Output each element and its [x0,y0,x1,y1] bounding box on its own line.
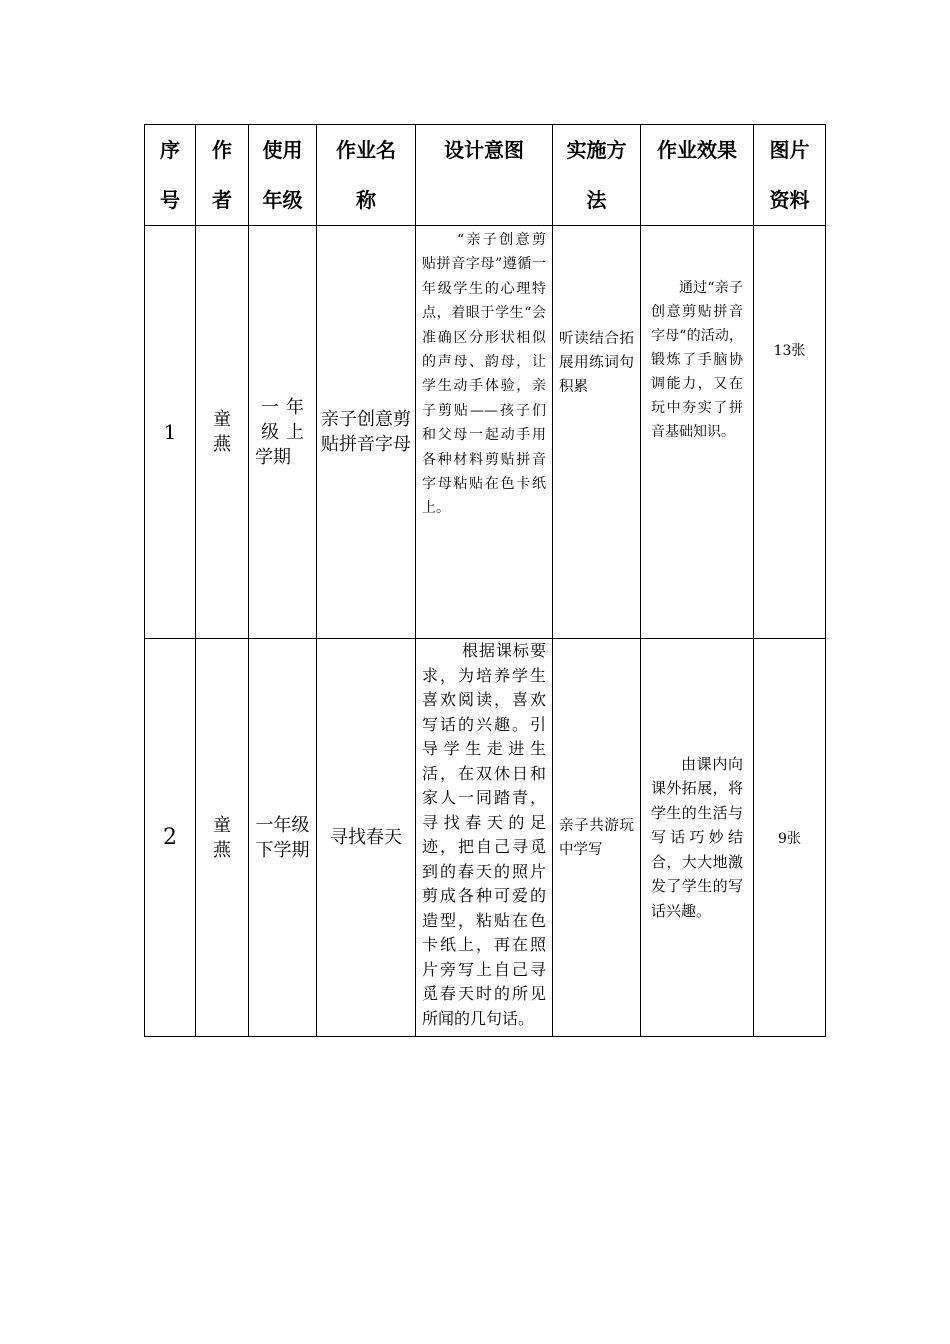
row-design-text: “亲子创意剪贴拼音字母”遵循一年级学生的心理特点，着眼于学生“会准确区分形状相似的声母、韵母，让学生动手体验，亲子剪贴——孩子们和父母一起动手用各种材料剪贴拼音字母粘贴在色卡纸上。 [422,232,546,517]
assignment-table [144,124,826,1037]
row-grade [249,226,317,639]
row-design [416,226,553,639]
row-pictures: 9张 [754,639,826,1037]
header-row [145,125,826,226]
row-effect [641,226,754,639]
row-grade-line2: 级 上 [261,421,304,443]
header-title-line2: 称 [356,188,376,212]
table-row [145,639,826,1037]
header-author [196,125,249,226]
header-design [416,125,553,226]
header-effect [641,125,754,226]
row-title: 寻找春天 [317,639,416,1037]
row-design-text: 根据课标要求，为培养学生喜欢阅读，喜欢写话的兴趣。引导学生走进生活，在双休日和家人一同踏青，寻找春天的足迹，把自己寻觅到的春天的照片剪成各种可爱的造型，粘贴在色卡纸上，再在照片旁写上自己寻觅春天时的所见所闻的几句话。 [422,641,546,1028]
header-pictures [754,125,826,226]
header-author-line1: 作 [212,138,232,162]
row-design [416,639,553,1037]
table-row [145,226,826,639]
row-method: 亲子共游玩中学写 [553,639,641,1037]
row-effect [641,639,754,1037]
header-seq-line1: 序 [160,138,180,162]
header-grade [249,125,317,226]
row-author [196,226,249,639]
row-author-text: 童燕 [213,814,231,861]
row-grade [249,639,317,1037]
row-author [196,639,249,1037]
header-effect-label: 作业效果 [657,138,737,162]
row-seq: 2 [145,639,196,1037]
header-title [317,125,416,226]
row-method: 听读结合拓展用练词句积累 [553,226,641,639]
header-seq-line2: 号 [160,188,180,212]
row-effect-text: 通过“亲子创意剪贴拼音字母“的活动，锻炼了手脑协调能力，又在玩中夯实了拼音基础知识。 [651,280,743,440]
header-grade-line1: 使用 [262,138,303,162]
header-pictures-line2: 资料 [769,188,810,212]
row-grade-text: 一年级下学期 [255,814,310,861]
row-grade-line1: 一 年 [261,396,304,418]
row-seq: 1 [145,226,196,639]
header-pictures-line1: 图片 [769,138,810,162]
row-grade-line3: 学期 [255,446,291,468]
header-seq [145,125,196,226]
header-grade-line2: 年级 [262,188,303,212]
header-author-line2: 者 [212,188,232,212]
header-method [553,125,641,226]
row-title: 亲子创意剪贴拼音字母 [317,226,416,639]
row-author-text: 童燕 [213,409,231,455]
header-method-line1: 实施方 [566,138,627,162]
header-design-label: 设计意图 [444,138,524,162]
row-pictures: 13张 [754,226,826,639]
row-effect-text: 由课内向课外拓展，将学生的生活与写话巧妙结合，大大地激发了学生的写话兴趣。 [651,754,743,920]
header-title-line1: 作业名 [336,138,396,162]
header-method-line2: 法 [586,188,607,212]
